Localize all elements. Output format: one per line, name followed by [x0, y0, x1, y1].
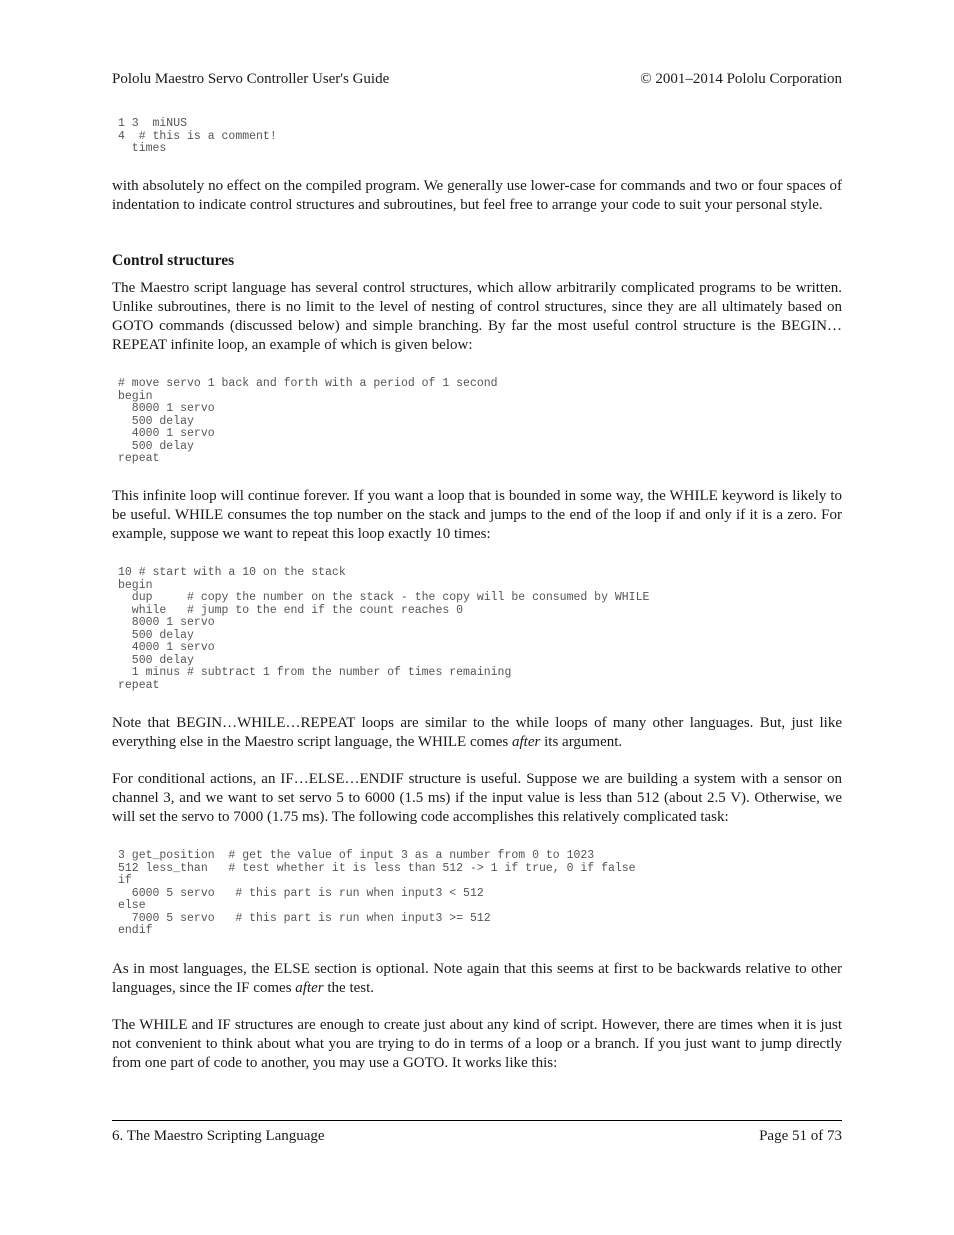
code-block-begin-repeat: # move servo 1 back and forth with a period of 1 second begin 8000 1 servo 500 delay 4000 1 servo 500 delay repeat — [118, 377, 498, 465]
paragraph-goto-intro: The WHILE and IF structures are enough to create just about any kind of script. However, there are times when it is just not convenient to think about what you are trying to do in terms of a loop or a branch. If you just want to jump directly from one part of code to another, you may use a GOTO. It works like this: — [112, 1017, 842, 1071]
header-title: Pololu Maestro Servo Controller User's Guide — [112, 71, 390, 87]
footer-divider — [112, 1120, 842, 1121]
paragraph-if-else-intro: For conditional actions, an IF…ELSE…ENDIF structure is useful. Suppose we are building a system with a sensor on channel 3, and we want to set servo 5 to 6000 (1.5 ms) if the input value is less than 512 (about 2.5 V). Otherwise, we will set the servo to 7000 (1.75 ms). The following code accomplishes this relatively complicated task: — [112, 771, 842, 825]
code-block-comment-example: 1 3 miNUS 4 # this is a comment! times — [118, 117, 277, 155]
paragraph-while-note: Note that BEGIN…WHILE…REPEAT loops are similar to the while loops of many other languages. But, just like everything else in the Maestro script language, the WHILE comes after its argument. — [112, 715, 842, 750]
footer-page-number: Page 51 of 73 — [759, 1128, 842, 1144]
page-footer — [112, 1127, 842, 1145]
paragraph-formatting: with absolutely no effect on the compiled program. We generally use lower-case for commands and two or four spaces of indentation to indicate control structures and subroutines, but feel free to arrange your code to suit your personal style. — [112, 178, 842, 213]
page-header — [112, 70, 842, 88]
footer-section: 6. The Maestro Scripting Language — [112, 1128, 325, 1144]
paragraph-else-optional: As in most languages, the ELSE section is optional. Note again that this seems at first to be backwards relative to other languages, since the IF comes after the test. — [112, 961, 842, 996]
header-copyright: © 2001–2014 Pololu Corporation — [640, 71, 842, 87]
code-block-if-else: 3 get_position # get the value of input 3 as a number from 0 to 1023 512 less_than # test whether it is less than 512 -> 1 if true, 0 if false if 6000 5 servo # this part is run when input3 < 512 else 7000 5 servo # this part is run when input3 >= 512 endif — [118, 849, 636, 937]
section-heading: Control structures — [112, 252, 235, 269]
paragraph-control-structures: The Maestro script language has several control structures, which allow arbitrarily complicated programs to be written. Unlike subroutines, there is no limit to the level of nesting of control structures, since they are all ultimately based on GOTO commands (discussed below) and simple branching. By far the most useful control structure is the BEGIN…REPEAT infinite loop, an example of which is given below: — [112, 280, 842, 353]
code-block-while-loop: 10 # start with a 10 on the stack begin dup # copy the number on the stack - the copy will be consumed by WHILE while # jump to the end if the count reaches 0 8000 1 servo 500 delay 4000 1 servo 500 delay 1 minus # subtract 1 from the number of times remaining repeat — [118, 566, 650, 692]
paragraph-while-intro: This infinite loop will continue forever. If you want a loop that is bounded in some way, the WHILE keyword is likely to be useful. WHILE consumes the top number on the stack and jumps to the end of the loop if and only if it is a zero. For example, suppose we want to repeat this loop exactly 10 times: — [112, 488, 842, 542]
